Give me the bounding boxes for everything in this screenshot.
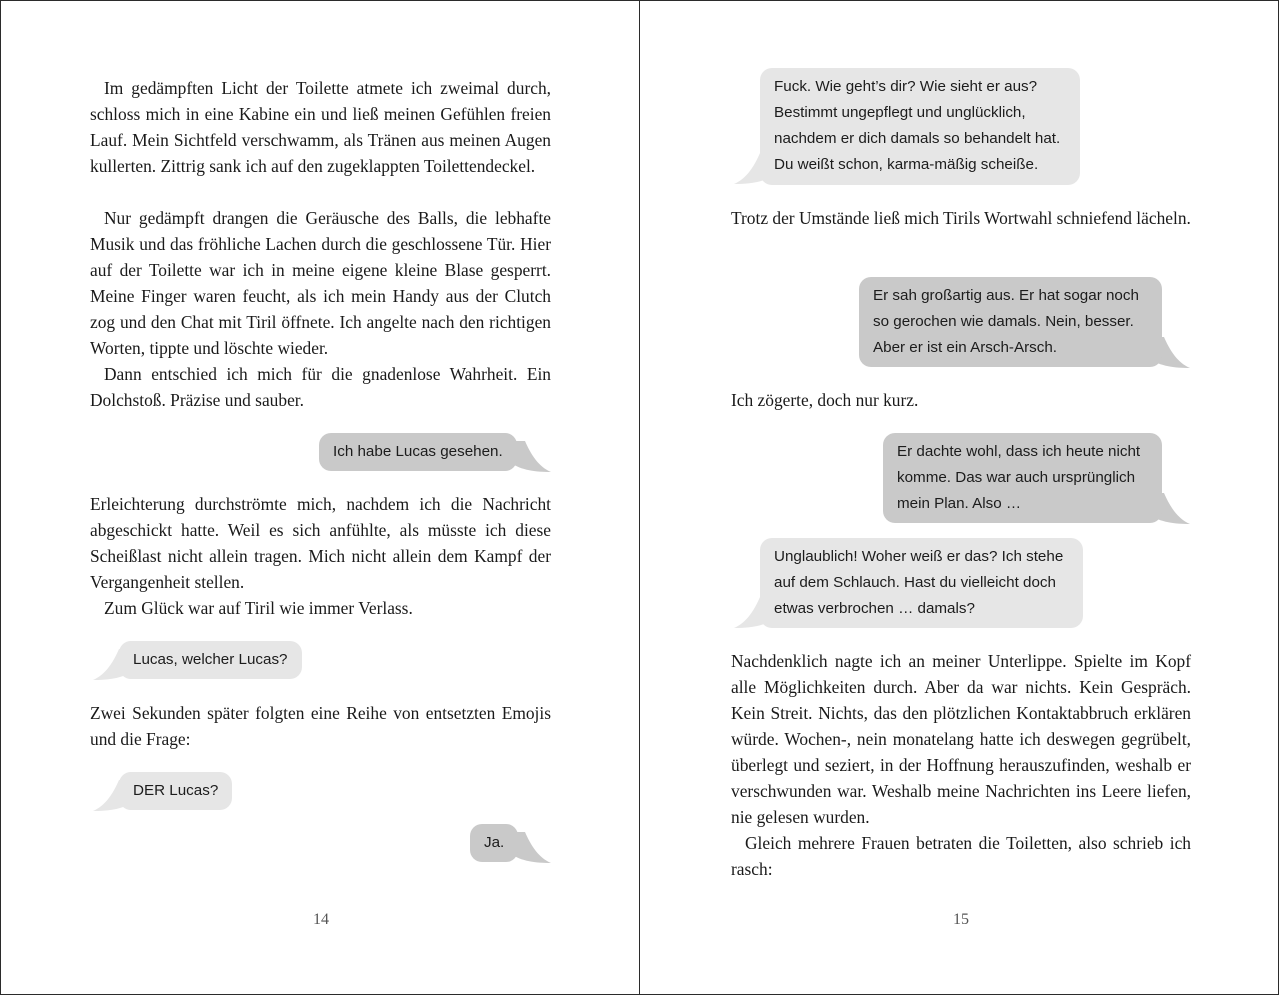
message-text: [859, 277, 1162, 367]
message-line: Er dachte wohl, dass ich heute nicht: [897, 443, 1141, 460]
paragraph: Dann entschied ich mich für die gnadenlose Wahrheit. Ein Dolchstoß. Präzise und sauber.: [90, 364, 551, 410]
message-text: [883, 433, 1162, 523]
paragraph: Nur gedämpft drangen die Geräusche des Balls, die lebhafte Musik und das fröhliche Lachen durch die geschlossene Tür. Hier auf der Toilette war ich in meine eigene kleine Blase gesperrt. Meine Finger waren feucht, als ich mein Handy aus der Clutch zog und den Chat mit Tiril öffnete. Ich angelte nach den richtigen Worten, tippte und löschte wieder.: [90, 208, 551, 358]
message-line: Unglaublich! Woher weiß er das? Ich stehe: [774, 548, 1064, 565]
bubble-tail-right: [511, 441, 553, 473]
page-number: 14: [313, 911, 329, 928]
page-number: 15: [953, 911, 969, 928]
message-text: Ich habe Lucas gesehen.: [319, 433, 517, 471]
message-line: Fuck. Wie geht’s dir? Wie sieht er aus?: [774, 78, 1038, 95]
message-text: Lucas, welcher Lucas?: [119, 641, 302, 679]
message-text: Ja.: [470, 824, 518, 862]
message-line: Aber er ist ein Arsch-Arsch.: [873, 339, 1057, 356]
message-line: so gerochen wie damals. Nein, besser.: [873, 313, 1134, 330]
message-line: Bestimmt ungepflegt und unglücklich,: [774, 104, 1026, 121]
message-line: auf dem Schlauch. Hast du vielleicht doch: [774, 574, 1056, 591]
paragraph: Erleichterung durchströmte mich, nachdem ich die Nachricht abgeschickt hatte. Weil es sich anfühlte, als müsste ich diese Scheißlast nicht allein tragen. Mich nicht allein dem Kampf der Vergangenheit stellen.: [90, 494, 551, 592]
message-text: [760, 538, 1083, 628]
message-line: mein Plan. Also …: [897, 495, 1022, 512]
message-line: Du weißt schon, karma-mäßig scheiße.: [774, 156, 1039, 173]
paragraph: Trotz der Umstände ließ mich Tirils Wortwahl schniefend lächeln.: [731, 208, 1191, 228]
paragraph: Zwei Sekunden später folgten eine Reihe von entsetzten Emojis und die Frage:: [90, 703, 551, 749]
paragraph: Nachdenklich nagte ich an meiner Unterlippe. Spielte im Kopf alle Möglichkeiten durch. Aber da war nichts. Kein Gespräch. Kein Streit. Nichts, das den plötzlichen Kontaktabbruch erklären würde. Wochen-, nein monatelang hatte ich deswegen gegrübelt, überlegt und seziert, in der Hoffnung herauszufinden, weshalb er verschwunden war. Weshalb meine Nachrichten ins Leere liefen, nie gelesen wurden.: [731, 651, 1191, 827]
message-line: Er sah großartig aus. Er hat sogar noch: [873, 287, 1139, 304]
message-text: DER Lucas?: [119, 772, 232, 810]
paragraph: Gleich mehrere Frauen betraten die Toiletten, also schrieb ich rasch:: [731, 833, 1191, 879]
message-text: [760, 68, 1080, 185]
paragraph: Zum Glück war auf Tiril wie immer Verlass.: [104, 598, 413, 618]
paragraph: Ich zögerte, doch nur kurz.: [731, 390, 919, 410]
message-line: komme. Das war auch ursprünglich: [897, 469, 1136, 486]
message-line: nachdem er dich damals so behandelt hat.: [774, 130, 1061, 147]
book-page-right: [639, 0, 1279, 995]
paragraph: Im gedämpften Licht der Toilette atmete ich zweimal durch, schloss mich in eine Kabine ein und ließ meinen Gefühlen freien Lauf. Mein Sichtfeld verschwamm, als Tränen aus meinen Augen kullerten. Zittrig sank ich auf den zugeklappten Toilettendeckel.: [90, 78, 551, 176]
message-line: etwas verbrochen … damals?: [774, 600, 975, 617]
